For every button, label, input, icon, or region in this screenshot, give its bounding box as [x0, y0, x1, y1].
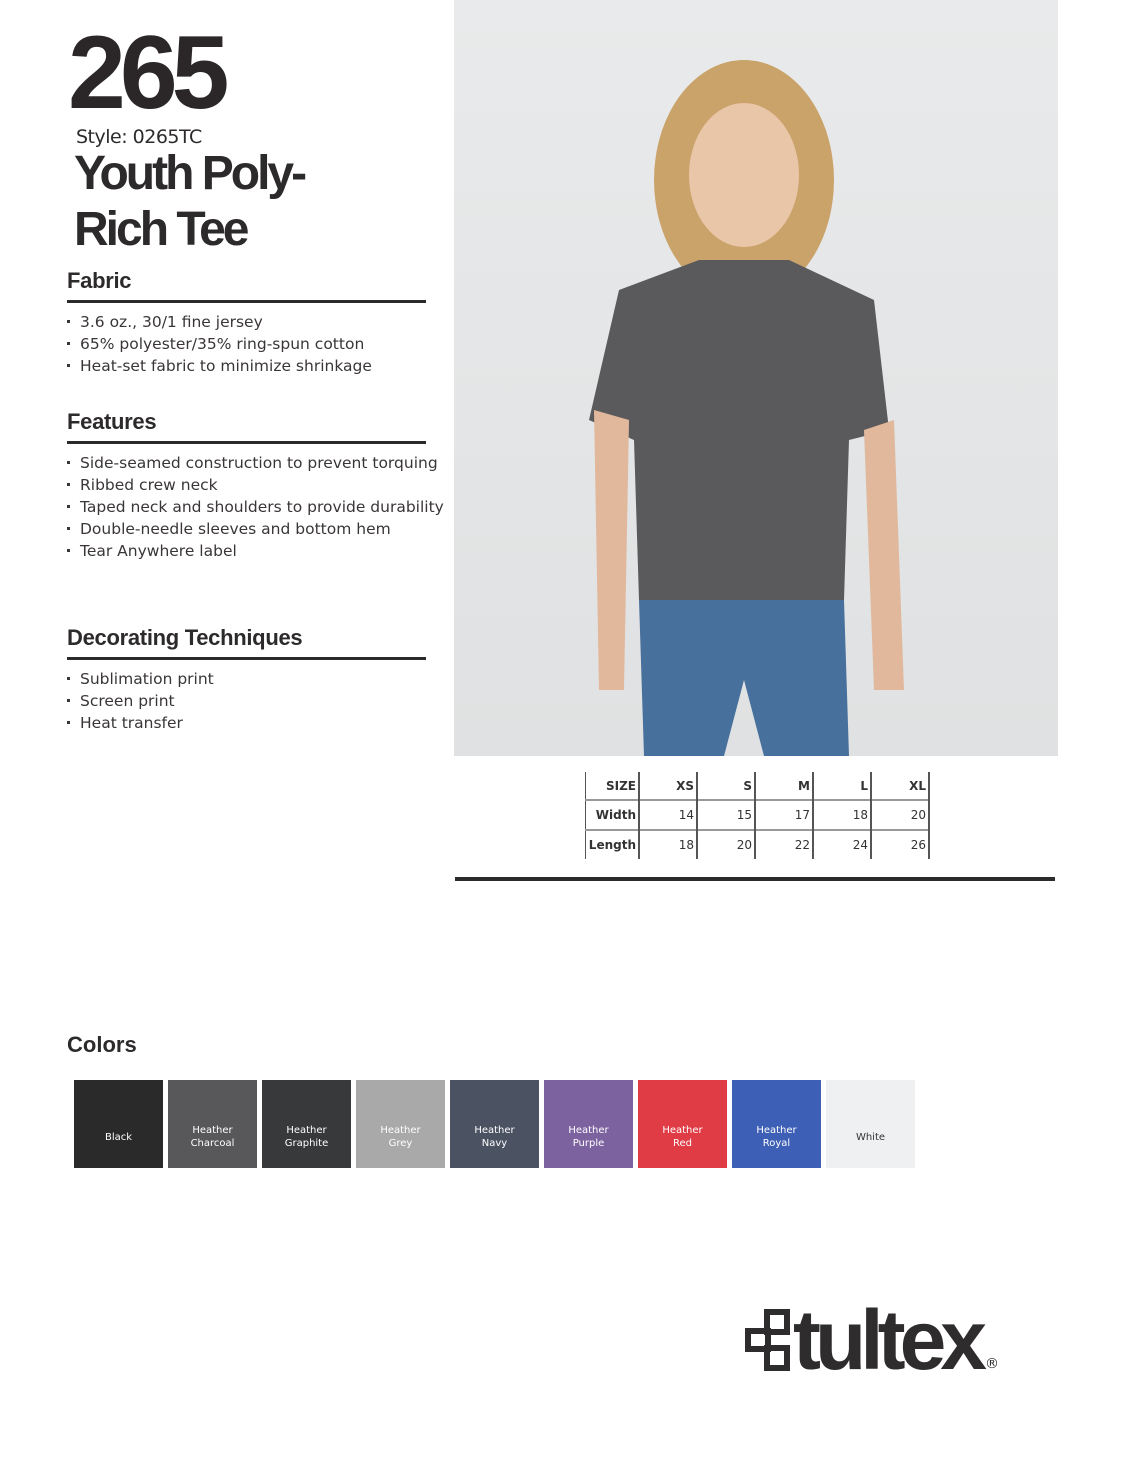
tultex-logo	[745, 1293, 1000, 1387]
product-photo	[454, 0, 1058, 756]
table-cell: L	[813, 772, 871, 800]
features-heading: Features	[67, 409, 157, 434]
table-row	[586, 800, 930, 830]
table-cell: XL	[871, 772, 929, 800]
table-row	[586, 830, 930, 859]
list-item: Taped neck and shoulders to provide durability	[67, 496, 426, 518]
style-number: 265	[68, 15, 224, 131]
table-cell: 15	[697, 800, 755, 830]
swatch-label: Heather Red	[662, 1125, 703, 1149]
table-cell: 18	[639, 830, 697, 859]
color-swatch	[74, 1080, 163, 1168]
swatch-label: Heather Purple	[568, 1125, 609, 1149]
list-item: 65% polyester/35% ring-spun cotton	[67, 333, 426, 355]
table-cell: 18	[813, 800, 871, 830]
table-cell: Length	[586, 830, 640, 859]
table-cell: XS	[639, 772, 697, 800]
list-item: Screen print	[67, 690, 426, 712]
color-swatch	[450, 1080, 539, 1168]
swatch-label: Heather Charcoal	[190, 1125, 235, 1149]
swatch-label: Heather Navy	[474, 1125, 515, 1149]
list-item: Sublimation print	[67, 668, 426, 690]
divider	[67, 441, 426, 444]
divider	[67, 657, 426, 660]
list-item: Tear Anywhere label	[67, 540, 426, 562]
features-section	[67, 409, 444, 562]
table-cell: Width	[586, 800, 640, 830]
color-swatch	[262, 1080, 351, 1168]
list-item: Ribbed crew neck	[67, 474, 426, 496]
swatch-label: Black	[104, 1131, 133, 1143]
color-swatch	[638, 1080, 727, 1168]
list-item: 3.6 oz., 30/1 fine jersey	[67, 311, 426, 333]
table-cell: 26	[871, 830, 929, 859]
swatch-label: Heather Graphite	[284, 1125, 329, 1149]
table-cell: 22	[755, 830, 813, 859]
list-item: Side-seamed construction to prevent torquing	[67, 452, 426, 474]
decorating-section	[67, 625, 426, 734]
fabric-heading: Fabric	[67, 268, 132, 293]
color-swatch	[732, 1080, 821, 1168]
swatch-label: Heather Royal	[756, 1125, 797, 1149]
product-title: Youth Poly-Rich Tee	[74, 147, 305, 256]
table-cell: S	[697, 772, 755, 800]
table-row	[586, 772, 930, 800]
size-chart	[585, 772, 930, 859]
fabric-section	[67, 268, 426, 377]
color-swatches	[74, 1080, 915, 1168]
divider	[455, 877, 1055, 881]
divider	[67, 300, 426, 303]
swatch-label: White	[855, 1131, 886, 1143]
table-cell: M	[755, 772, 813, 800]
table-cell: 20	[871, 800, 929, 830]
color-swatch	[356, 1080, 445, 1168]
color-swatch	[168, 1080, 257, 1168]
table-cell: 20	[697, 830, 755, 859]
color-swatch	[544, 1080, 633, 1168]
table-cell: 14	[639, 800, 697, 830]
logo-wordmark: tultex	[793, 1293, 982, 1387]
features-list	[67, 452, 444, 562]
list-item: Heat transfer	[67, 712, 426, 734]
table-cell: SIZE	[586, 772, 640, 800]
decorating-heading: Decorating Techniques	[67, 625, 303, 650]
fabric-list	[67, 311, 426, 377]
color-swatch	[826, 1080, 915, 1168]
decorating-list	[67, 668, 426, 734]
registered-icon: ®	[985, 1356, 1000, 1372]
list-item: Double-needle sleeves and bottom hem	[67, 518, 426, 540]
swatch-label: Heather Grey	[380, 1125, 421, 1149]
table-cell: 24	[813, 830, 871, 859]
style-code: Style: 0265TC	[76, 126, 202, 148]
list-item: Heat-set fabric to minimize shrinkage	[67, 355, 426, 377]
logo-mark-icon	[745, 1307, 793, 1373]
colors-heading: Colors	[67, 1032, 137, 1057]
table-cell: 17	[755, 800, 813, 830]
